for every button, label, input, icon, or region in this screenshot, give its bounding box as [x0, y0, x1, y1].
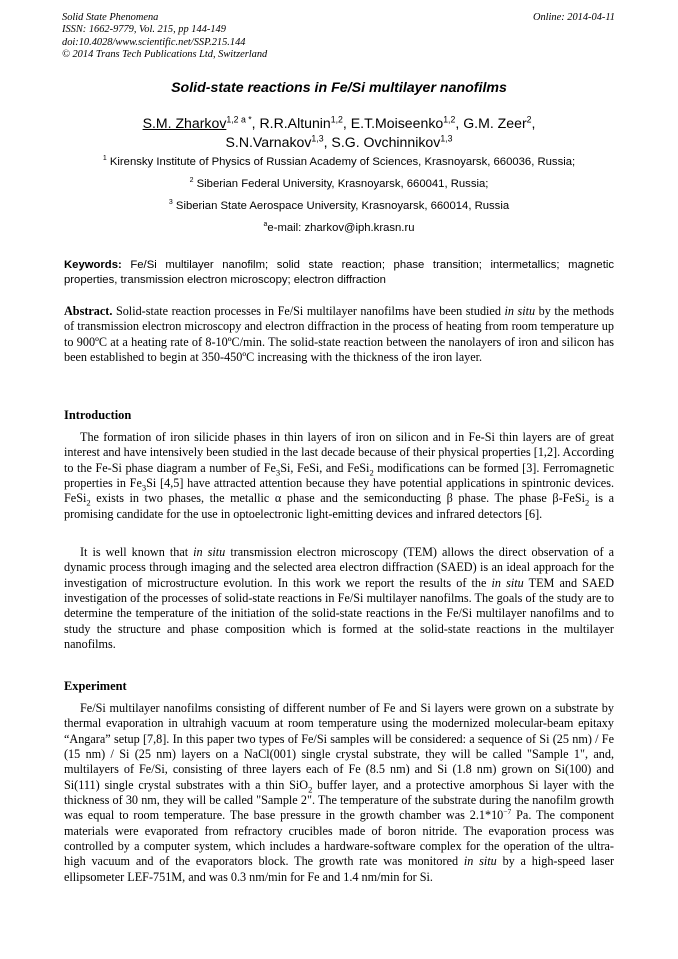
author-name: E.T.Moiseenko	[350, 115, 444, 131]
section-heading-experiment: Experiment	[64, 679, 127, 693]
abstract-text: Solid-state reaction processes in Fe/Si multilayer nanofilms have been studied	[115, 304, 501, 318]
affiliation-mark: 3	[168, 199, 173, 207]
italic-run: in situ	[193, 545, 226, 559]
affiliation-mark: 2	[189, 177, 194, 185]
author-affiliation-mark: 2	[526, 114, 532, 125]
subscript: 2	[308, 784, 313, 795]
text-run: buffer layer, and a protective amorphous Si layer with the thickness of 30 nm, they will be called "Sample 2". The temperature of the substrate during the nanofilm growth was equal to room temperature. The base pressure in the growth chamber was 2.1*10	[64, 777, 614, 823]
text-run: transmission electron microscopy (TEM) allows the direct observation of a dynamic process through imaging and the selected area electron diffraction (SAED) is an ideal approach for the investigation of microstructure evolution. In this work we report the results of the	[64, 545, 614, 590]
abstract-label: Abstract.	[64, 304, 113, 318]
affiliation-mark: 1	[102, 155, 107, 163]
text-run: TEM and SAED investigation of the processes of solid-state reactions in Fe/Si multilayer nanofilms. The goals of the study are to determine the temperature of the initiation of the solid-state reactions in the Fe/Si multilayer nanofilms and to study the structure and phase composition which is formed at the solid-state reactions in the multilayer nanofilms.	[64, 575, 615, 652]
author-affiliation-mark: 1,2 a *	[226, 114, 252, 125]
subscript: 3	[275, 467, 281, 478]
keywords-text: Fe/Si multilayer nanofilm; solid state reaction; phase transition; intermetallics; magnetic properties, transmission electron microscopy; electron diffraction	[64, 259, 615, 286]
corresponding-email	[0, 222, 678, 234]
issn-line: ISSN: 1662-9779, Vol. 215, pp 144-149	[62, 24, 226, 36]
keywords	[64, 258, 614, 288]
copyright-line: © 2014 Trans Tech Publications Ltd, Switzerland	[62, 48, 268, 60]
email-text: e-mail: zharkov@iph.krasn.ru	[267, 222, 415, 234]
author-list: S.M. Zharkov$^{1,2 a *}$, R.R.Altunin$^{1,2}$, E.T.Moiseenko$^{1,2}$, G.M. Zeer$^2$, S.N.Varnakov$^{1,3}$, S.G. Ovchinnikov$^{1,3}$	[142, 114, 536, 150]
email-mark: a	[263, 221, 268, 229]
text-run: Si [4,5] have attracted attention because they have potential applications in spintronic devices. FeSi	[64, 476, 614, 506]
abstract	[64, 304, 614, 365]
journal-name: Solid State Phenomena	[62, 12, 159, 23]
section-heading-introduction: Introduction	[64, 408, 132, 422]
superscript: −7	[503, 807, 512, 817]
text-run: The formation of iron silicide phases in thin layers of iron on silicon and in Fe-Si thin layers are of great interest and have intensively been studied in the last decade because of their physical properties [1,2]. According to the Fe-Si phase diagram a number of Fe	[64, 430, 614, 475]
author-affiliation-mark: 1,2	[443, 114, 456, 125]
author-affiliation-mark: 1,3	[311, 133, 324, 144]
subscript: 2	[585, 497, 590, 508]
journal-header	[62, 12, 267, 61]
paper-title: Solid-state reactions in Fe/Si multilayer nanofilms	[171, 80, 507, 96]
affiliation	[0, 156, 678, 168]
experiment-paragraph	[64, 701, 614, 885]
online-date: Online: 2014-04-11	[532, 12, 615, 23]
author-name: S.G. Ovchinnikov	[331, 134, 441, 150]
text-run: exists in two phases, the metallic α phase and the semiconducting β phase. The phase β-FeSi	[90, 491, 586, 506]
affiliation-text: Kirensky Institute of Physics of Russian Academy of Sciences, Krasnoyarsk, 660036, Russia;	[109, 156, 576, 168]
italic-run: in situ	[463, 854, 497, 869]
author-name: G.M. Zeer	[463, 115, 527, 131]
text-run: Fe/Si multilayer nanofilms consisting of different number of Fe and Si layers were grown on a substrate by thermal evaporation in ultrahigh vacuum at room temperature using the modernized molecular-beam epitaxy “Angara” setup [7,8]. In this paper two types of Fe/Si samples will be considered: a sequence of Si (25 nm) / Fe (15 nm) / Si (25 nm) layers on a NaCl(001) single crystal substrate, they will be called "Sample 1", and, multilayers of Fe/Si, consisting of three layers each of Fe (8.5 nm) and Si (1.8 nm) grown on Si(100) and Si(111) single crystal substrates with a thin SiO	[64, 701, 614, 792]
subscript: 2	[369, 467, 374, 478]
author-affiliation-mark: 1,3	[440, 133, 453, 144]
text-run: Si, FeSi, and FeSi	[280, 460, 370, 475]
author-name: S.M. Zharkov	[142, 115, 227, 131]
author-name: S.N.Varnakov	[225, 134, 312, 150]
italic-run: in situ	[491, 575, 524, 590]
text-run: is a promising candidate for the use in optoelectronic light-emitting devices and infrared detectors [6].	[64, 491, 614, 521]
affiliation	[0, 178, 678, 190]
introduction-paragraph	[64, 545, 614, 652]
introduction-paragraph	[64, 430, 614, 522]
text-run: by a high-speed laser ellipsometer LEF-751M, and was 0.3 nm/min for Fe and 1.4 nm/min for Si.	[64, 854, 615, 884]
author-name: R.R.Altunin	[259, 115, 331, 131]
abstract-text: by the methods of transmission electron microscopy and electron diffraction in the process of heating from room temperature up to 900ºC at a heating rate of 8-10ºC/min. The solid-state reaction between the nanolayers of iron and silicon has been established to begin at 350-450ºC increasing with the thickness of the iron layer.	[64, 304, 615, 364]
text-run: Pa. The component materials were evaporated from refractory crucibles made of boron nitride. The evaporation process was controlled by a computer system, which includes a hardware-software complex for the operation of the ultra-high vacuum and of the evaporators block. The growth rate was monitored	[64, 808, 614, 869]
subscript: 3	[141, 482, 147, 493]
abstract-italic: in situ	[504, 304, 536, 318]
affiliation	[0, 200, 678, 212]
text-run: modifications can be formed [3]. Ferromagnetic properties in Fe	[64, 460, 615, 491]
author-affiliation-mark: 1,2	[330, 114, 343, 125]
affiliation-text: Siberian State Aerospace University, Krasnoyarsk, 660014, Russia	[175, 200, 510, 212]
affiliation-text: Siberian Federal University, Krasnoyarsk, 660041, Russia;	[196, 178, 489, 190]
keywords-label: Keywords:	[64, 259, 122, 271]
text-run: It is well known that	[80, 545, 189, 559]
doi-line: doi:10.4028/www.scientific.net/SSP.215.144	[62, 36, 246, 48]
subscript: 2	[86, 497, 91, 508]
